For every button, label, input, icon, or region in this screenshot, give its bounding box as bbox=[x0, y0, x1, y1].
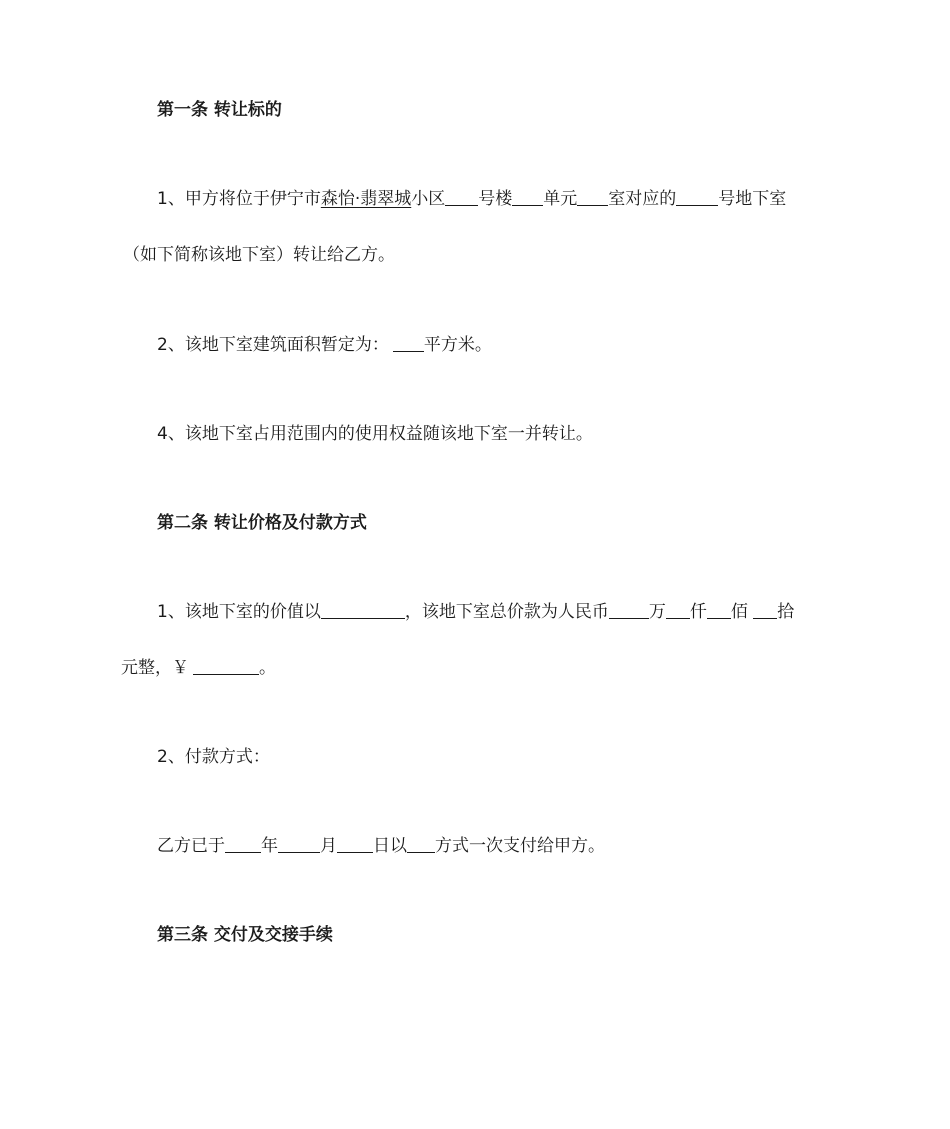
qian-blank bbox=[666, 600, 690, 619]
article-1-item-2 bbox=[157, 333, 830, 357]
text: 单元 bbox=[543, 189, 578, 209]
text: 元整，￥ bbox=[121, 658, 189, 678]
year-blank bbox=[225, 834, 261, 853]
text: 号楼 bbox=[478, 189, 513, 209]
building-blank bbox=[445, 187, 478, 206]
text: 号地下室 bbox=[718, 189, 787, 209]
text: 佰 bbox=[730, 602, 754, 622]
basement-number-blank bbox=[676, 187, 718, 206]
text: 日以 bbox=[373, 836, 407, 856]
value-basis-blank bbox=[321, 600, 405, 619]
text: 方式一次支付给甲方。 bbox=[435, 836, 605, 856]
day-blank bbox=[337, 834, 373, 853]
community-name: 森怡·翡翠城 bbox=[320, 189, 412, 209]
article-1-item-1-line-1 bbox=[157, 187, 830, 211]
shi-blank bbox=[753, 600, 777, 619]
text: 1、甲方将位于伊宁市 bbox=[157, 189, 321, 209]
article-1-heading: 第一条 转让标的 bbox=[157, 100, 282, 120]
bai-blank bbox=[707, 600, 731, 619]
text: 万 bbox=[648, 602, 666, 622]
month-blank bbox=[278, 834, 320, 853]
text: 1、该地下室的价值以 bbox=[157, 602, 321, 622]
text: 拾 bbox=[777, 602, 795, 622]
text: 平方米。 bbox=[423, 335, 492, 355]
article-2-heading: 第二条 转让价格及付款方式 bbox=[157, 513, 367, 533]
article-1-item-1-line-2: （如下简称该地下室）转让给乙方。 bbox=[123, 245, 395, 265]
amount-blank bbox=[193, 656, 259, 675]
wan-blank bbox=[609, 600, 649, 619]
text: 小区 bbox=[411, 189, 446, 209]
article-2-item-2: 2、付款方式： bbox=[157, 747, 270, 767]
text: 年 bbox=[261, 836, 278, 856]
payment-line bbox=[157, 834, 830, 858]
article-2-item-1-line-2 bbox=[121, 656, 830, 680]
area-blank bbox=[393, 333, 424, 352]
text: 乙方已于 bbox=[157, 836, 225, 856]
article-1-item-4: 4、该地下室占用范围内的使用权益随该地下室一并转让。 bbox=[157, 424, 593, 444]
text: 室对应的 bbox=[608, 189, 677, 209]
text: ，该地下室总价款为人民币 bbox=[404, 602, 609, 622]
text: 2、该地下室建筑面积暂定为： bbox=[157, 335, 389, 355]
text: 。 bbox=[259, 658, 276, 678]
room-blank bbox=[577, 187, 608, 206]
unit-blank bbox=[512, 187, 543, 206]
method-blank bbox=[407, 834, 435, 853]
text: 仟 bbox=[689, 602, 707, 622]
article-2-item-1-line-1 bbox=[157, 600, 830, 624]
article-3-heading: 第三条 交付及交接手续 bbox=[157, 925, 333, 945]
text: 月 bbox=[320, 836, 337, 856]
